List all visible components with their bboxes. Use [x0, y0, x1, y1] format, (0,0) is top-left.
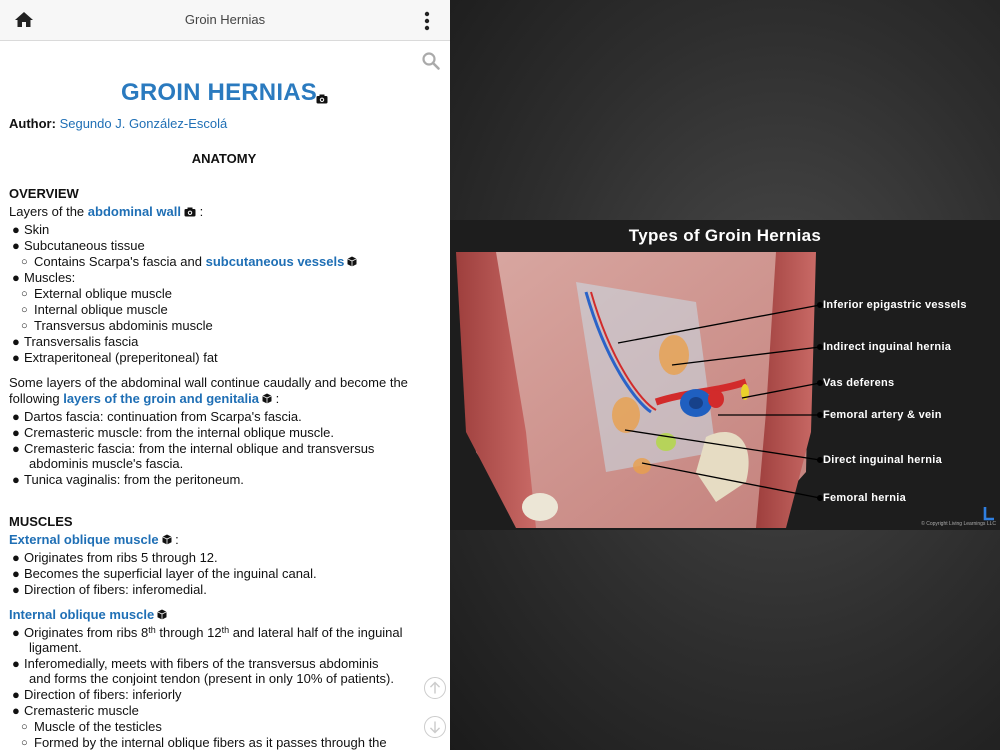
list-item-text: Originates from ribs 8: [24, 625, 149, 640]
top-bar: [0, 0, 450, 41]
author-label: Author:: [9, 116, 56, 131]
bullet-icon: ●: [12, 238, 20, 253]
camera-icon[interactable]: [184, 207, 196, 217]
list-item: Muscle of the testicles: [34, 719, 162, 734]
cube-icon[interactable]: [347, 256, 357, 267]
scroll-down-icon[interactable]: [424, 716, 446, 738]
label-femoral-artery-vein[interactable]: Femoral artery & vein: [823, 409, 942, 421]
overview-intro: [9, 204, 203, 220]
bullet-icon: ●: [12, 550, 20, 565]
bullet-icon: ●: [12, 566, 20, 581]
muscles-heading: MUSCLES: [9, 514, 73, 529]
list-item: Direction of fibers: inferiorly: [24, 687, 182, 702]
overview-intro-colon: :: [199, 204, 204, 219]
author-line: [9, 116, 227, 131]
paragraph: [9, 391, 279, 407]
list-item: [9, 254, 357, 270]
list-item: Transversalis fascia: [24, 334, 139, 349]
overview-heading: OVERVIEW: [9, 186, 79, 201]
bullet-icon: ●: [12, 582, 20, 597]
circle-bullet-icon: ○: [21, 737, 28, 749]
list-item-text: and lateral half of the inguinal: [229, 625, 403, 640]
circle-bullet-icon: ○: [21, 320, 28, 332]
list-item: Skin: [24, 222, 50, 237]
list-item: Becomes the superficial layer of the inguinal canal.: [24, 566, 317, 581]
circle-bullet-icon: ○: [21, 721, 28, 733]
bullet-icon: ●: [12, 350, 20, 365]
list-item: Internal oblique muscle: [34, 302, 168, 317]
subcutaneous-vessels-link[interactable]: subcutaneous vessels: [205, 254, 345, 269]
list-item: Transversus abdominis muscle: [34, 318, 213, 333]
superscript: th: [221, 625, 230, 635]
bullet-icon: ●: [12, 425, 20, 440]
list-item: Originates from ribs 5 through 12.: [24, 550, 218, 565]
label-femoral-hernia[interactable]: Femoral hernia: [823, 492, 907, 504]
section-heading-anatomy: ANATOMY: [191, 151, 257, 166]
label-indirect-inguinal-hernia[interactable]: Indirect inguinal hernia: [823, 341, 952, 353]
superscript: th: [148, 625, 156, 635]
bullet-icon: ●: [12, 656, 20, 671]
list-item: Tunica vaginalis: from the peritoneum.: [24, 472, 244, 487]
anatomy-figure[interactable]: [450, 220, 1000, 530]
label-inferior-epigastric-vessels[interactable]: Inferior epigastric vessels: [823, 299, 967, 311]
list-item: Dartos fascia: continuation from Scarpa's fascia.: [24, 409, 302, 424]
bullet-icon: ●: [12, 703, 20, 718]
document-pane: [0, 0, 450, 750]
author-link[interactable]: Segundo J. González-Escolá: [59, 116, 228, 131]
search-icon[interactable]: [421, 51, 441, 71]
abdominal-wall-link[interactable]: abdominal wall: [87, 204, 181, 219]
image-viewer[interactable]: [450, 0, 1000, 750]
list-item: Direction of fibers: inferomedial.: [24, 582, 207, 597]
page-title: Groin Hernias: [184, 12, 266, 27]
bullet-icon: ●: [12, 472, 20, 487]
list-item-continuation: abdominis muscle's fascia.: [29, 456, 184, 471]
list-item: Formed by the internal oblique fibers as it passes through the: [34, 735, 387, 750]
internal-oblique-heading: [9, 607, 167, 623]
scroll-up-icon[interactable]: [424, 677, 446, 699]
bullet-icon: ●: [12, 222, 20, 237]
paragraph: Some layers of the abdominal wall continue caudally and become the: [9, 375, 408, 390]
paragraph-text: following: [9, 391, 60, 406]
layers-groin-genitalia-link[interactable]: layers of the groin and genitalia: [63, 391, 259, 406]
bullet-icon: ●: [12, 334, 20, 349]
list-item-continuation: and forms the conjoint tendon (present in only 10% of patients).: [29, 671, 394, 686]
list-item: [9, 625, 403, 641]
list-item-text: through 12: [155, 625, 222, 640]
list-item: Cremasteric muscle: [24, 703, 139, 718]
circle-bullet-icon: ○: [21, 256, 28, 268]
external-oblique-colon: :: [175, 532, 179, 547]
cube-icon[interactable]: [157, 609, 167, 620]
list-item: Cremasteric muscle: from the internal oblique muscle.: [24, 425, 334, 440]
paragraph-colon: :: [275, 391, 280, 406]
bullet-icon: ●: [12, 409, 20, 424]
camera-icon[interactable]: [316, 94, 328, 104]
figure-title: Types of Groin Hernias: [628, 226, 822, 245]
list-item-text: Contains Scarpa's fascia and: [34, 254, 202, 269]
list-item: Cremasteric fascia: from the internal oblique and transversus: [24, 441, 375, 456]
circle-bullet-icon: ○: [21, 288, 28, 300]
list-item: Muscles:: [24, 270, 76, 285]
list-item: Subcutaneous tissue: [24, 238, 145, 253]
document-title[interactable]: GROIN HERNIAS: [121, 79, 317, 106]
list-item: Extraperitoneal (preperitoneal) fat: [24, 350, 218, 365]
list-item: Inferomedially, meets with fibers of the transversus abdominis: [24, 656, 379, 671]
label-vas-deferens[interactable]: Vas deferens: [823, 377, 895, 389]
cube-icon[interactable]: [162, 534, 172, 545]
external-oblique-heading: [9, 532, 179, 548]
bullet-icon: ●: [12, 270, 20, 285]
internal-oblique-link[interactable]: Internal oblique muscle: [9, 607, 155, 622]
list-item-continuation: ligament.: [29, 640, 82, 655]
external-oblique-link[interactable]: External oblique muscle: [9, 532, 159, 547]
more-vertical-icon[interactable]: [419, 10, 435, 32]
bullet-icon: ●: [12, 687, 20, 702]
cube-icon[interactable]: [262, 393, 272, 404]
overview-intro-text: Layers of the: [9, 204, 85, 219]
list-item: External oblique muscle: [34, 286, 173, 301]
brand-logo-icon: [983, 507, 995, 521]
bullet-icon: ●: [12, 441, 20, 456]
figure-copyright: © Copyright Living Learnings LLC: [921, 521, 996, 527]
figure-leader-lines: [450, 220, 1000, 530]
bullet-icon: ●: [12, 625, 20, 640]
label-direct-inguinal-hernia[interactable]: Direct inguinal hernia: [823, 454, 943, 466]
circle-bullet-icon: ○: [21, 304, 28, 316]
